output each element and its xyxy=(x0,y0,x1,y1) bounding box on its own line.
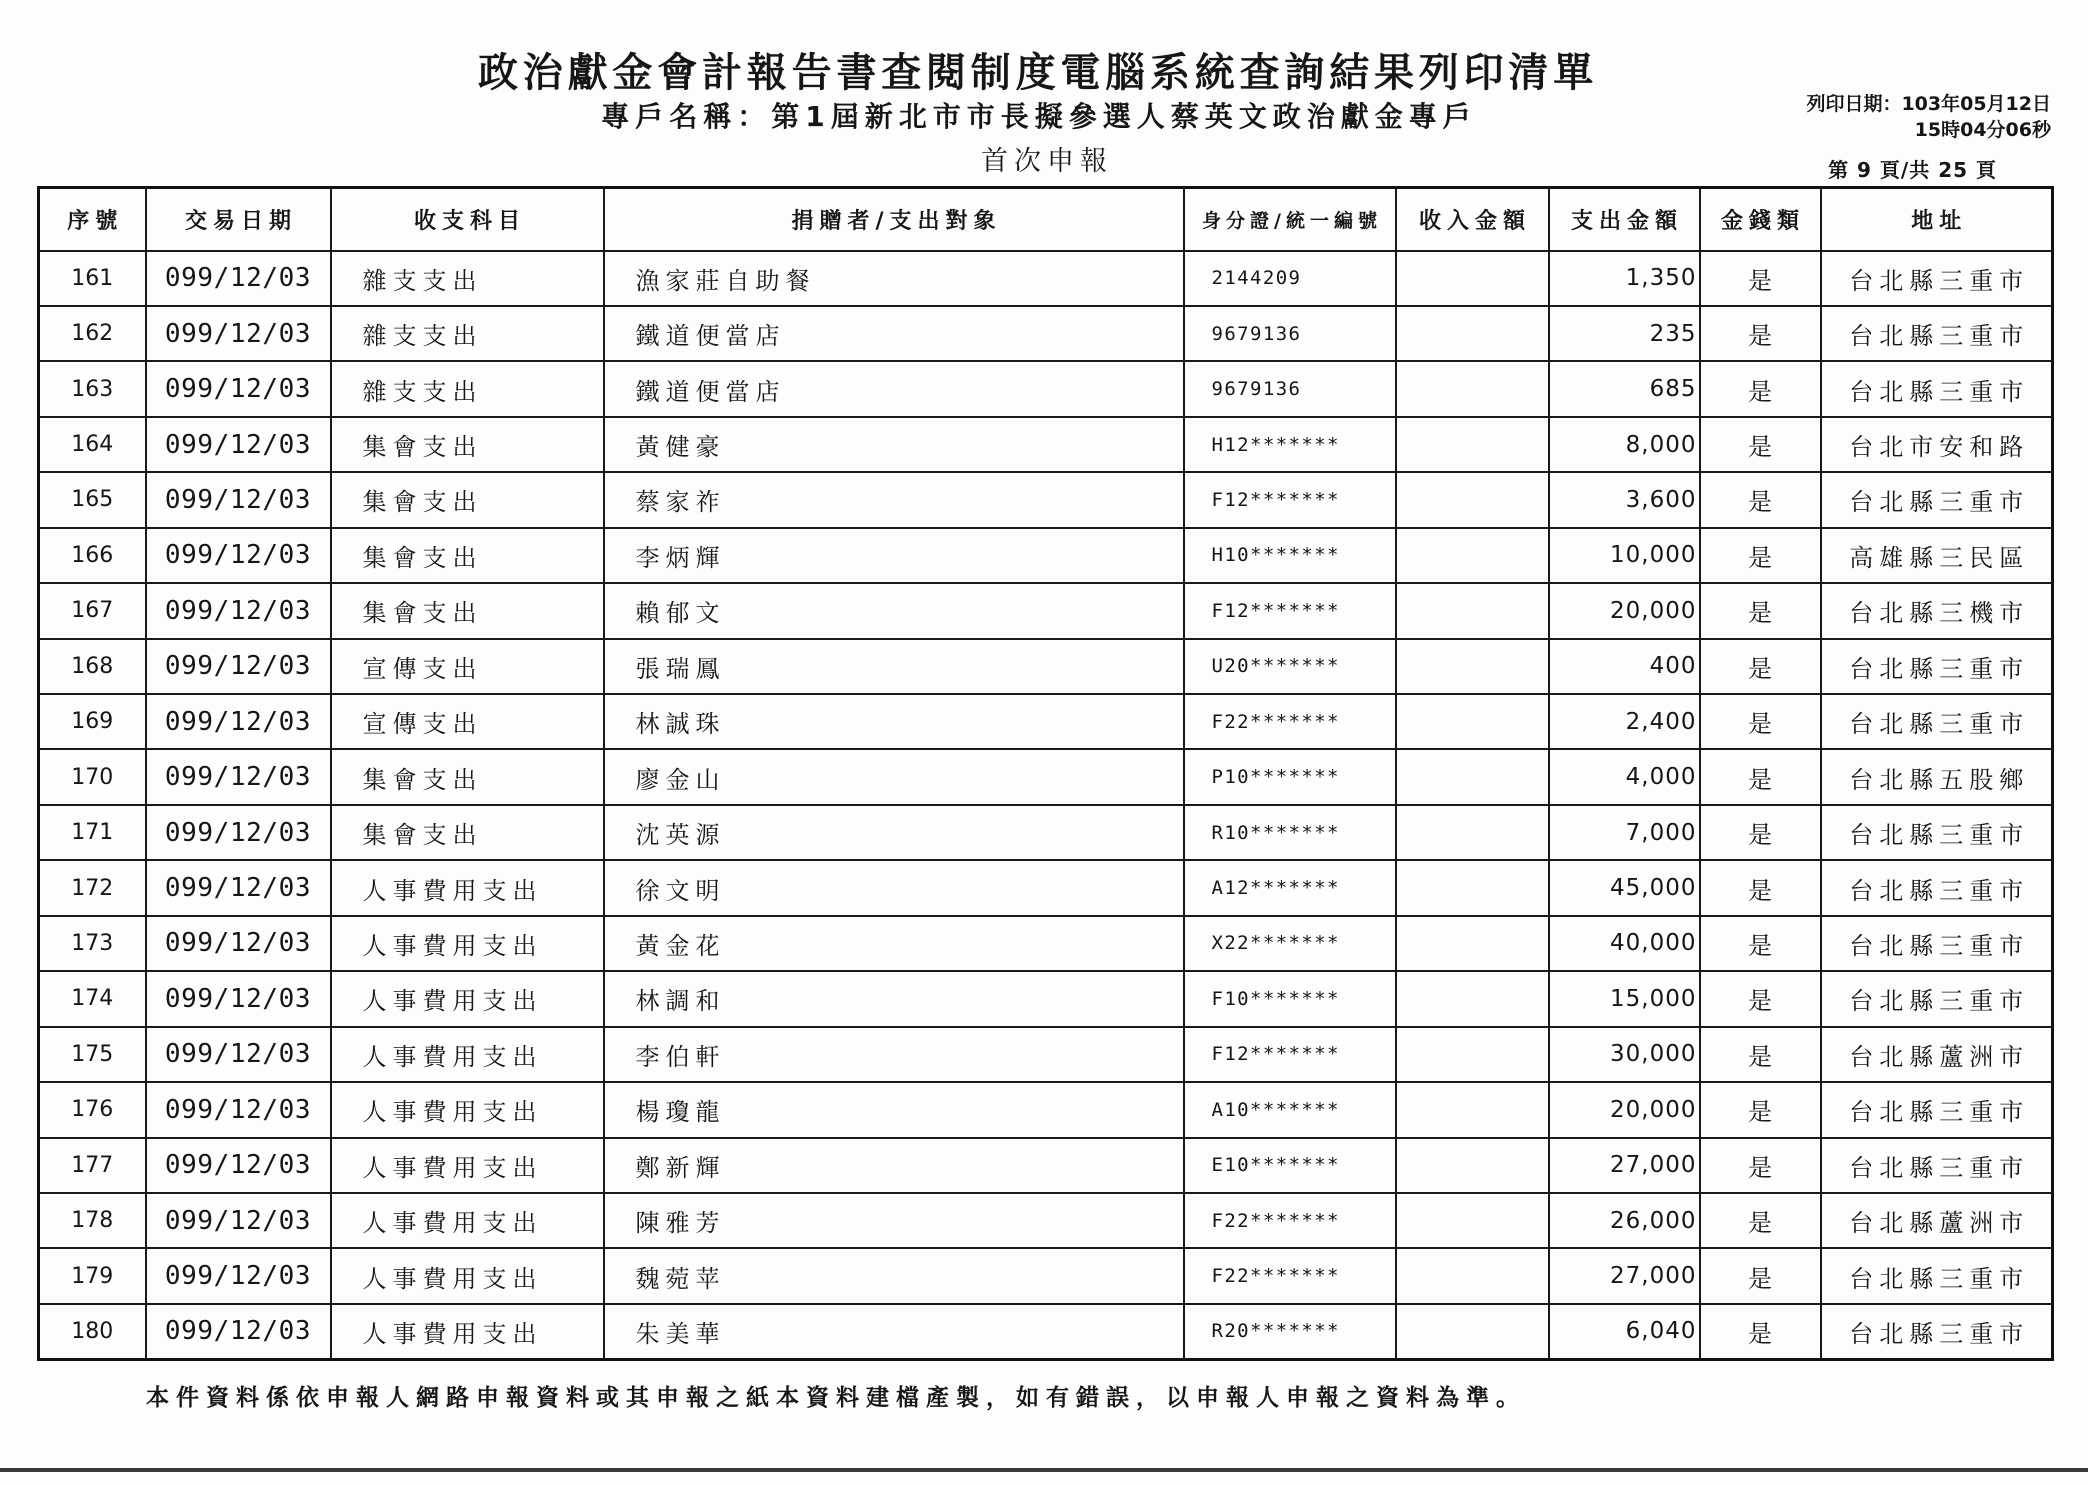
counterparty-cell: 陳雅芳 xyxy=(604,1193,1184,1248)
report-type: 首次申報 xyxy=(981,146,1113,177)
address-cell: 台北縣三重市 xyxy=(1821,472,2053,527)
header-category: 收支科目 xyxy=(331,188,604,251)
expense-amount-cell: 20,000 xyxy=(1549,583,1700,638)
id-number-cell: X22******* xyxy=(1184,916,1396,971)
address-cell: 台北縣三重市 xyxy=(1821,306,2053,361)
table-row xyxy=(39,306,2053,361)
document-title: 政治獻金會計報告書查閱制度電腦系統查詢結果列印清單 xyxy=(478,50,1598,96)
expense-amount-cell: 27,000 xyxy=(1549,1138,1700,1193)
date-cell: 099/12/03 xyxy=(146,694,331,749)
address-cell: 台北縣蘆洲市 xyxy=(1821,1027,2053,1082)
cash-type-cell: 是 xyxy=(1700,1193,1821,1248)
account-name: 專戶名稱：第1屆新北市市長擬參選人蔡英文政治獻金專戶 xyxy=(601,100,1477,133)
expense-amount-cell: 7,000 xyxy=(1549,805,1700,860)
id-number-cell: F22******* xyxy=(1184,694,1396,749)
cash-type-cell: 是 xyxy=(1700,583,1821,638)
date-cell: 099/12/03 xyxy=(146,1304,331,1359)
income-amount-cell xyxy=(1396,306,1549,361)
seq-cell: 178 xyxy=(39,1193,146,1248)
address-cell: 高雄縣三民區 xyxy=(1821,528,2053,583)
expense-amount-cell: 10,000 xyxy=(1549,528,1700,583)
seq-cell: 177 xyxy=(39,1138,146,1193)
id-number-cell: R20******* xyxy=(1184,1304,1396,1359)
expense-amount-cell: 26,000 xyxy=(1549,1193,1700,1248)
date-cell: 099/12/03 xyxy=(146,749,331,804)
cash-type-cell: 是 xyxy=(1700,361,1821,416)
date-cell: 099/12/03 xyxy=(146,417,331,472)
id-number-cell: R10******* xyxy=(1184,805,1396,860)
table-body xyxy=(39,251,2053,1360)
cash-type-cell: 是 xyxy=(1700,749,1821,804)
income-amount-cell xyxy=(1396,1248,1549,1303)
category-cell: 集會支出 xyxy=(331,749,604,804)
date-cell: 099/12/03 xyxy=(146,306,331,361)
cash-type-cell: 是 xyxy=(1700,916,1821,971)
seq-cell: 170 xyxy=(39,749,146,804)
table-row xyxy=(39,971,2053,1026)
header-expense-amount: 支出金額 xyxy=(1549,188,1700,251)
table-row xyxy=(39,916,2053,971)
date-cell: 099/12/03 xyxy=(146,860,331,915)
income-amount-cell xyxy=(1396,916,1549,971)
expense-amount-cell: 8,000 xyxy=(1549,417,1700,472)
table-header xyxy=(39,188,2053,251)
category-cell: 雜支支出 xyxy=(331,251,604,306)
table-row xyxy=(39,1082,2053,1137)
expense-amount-cell: 400 xyxy=(1549,639,1700,694)
date-cell: 099/12/03 xyxy=(146,805,331,860)
address-cell: 台北縣三重市 xyxy=(1821,1138,2053,1193)
expense-amount-cell: 15,000 xyxy=(1549,971,1700,1026)
counterparty-cell: 賴郁文 xyxy=(604,583,1184,638)
address-cell: 台北縣三重市 xyxy=(1821,361,2053,416)
table-row xyxy=(39,251,2053,306)
expense-amount-cell: 27,000 xyxy=(1549,1248,1700,1303)
table-header-row xyxy=(39,188,2053,251)
counterparty-cell: 林誠珠 xyxy=(604,694,1184,749)
counterparty-cell: 張瑞鳳 xyxy=(604,639,1184,694)
id-number-cell: H10******* xyxy=(1184,528,1396,583)
date-cell: 099/12/03 xyxy=(146,1138,331,1193)
table-row xyxy=(39,417,2053,472)
counterparty-cell: 李炳輝 xyxy=(604,528,1184,583)
counterparty-cell: 沈英源 xyxy=(604,805,1184,860)
income-amount-cell xyxy=(1396,472,1549,527)
seq-cell: 176 xyxy=(39,1082,146,1137)
category-cell: 集會支出 xyxy=(331,417,604,472)
table-row xyxy=(39,639,2053,694)
category-cell: 人事費用支出 xyxy=(331,1082,604,1137)
category-cell: 宣傳支出 xyxy=(331,639,604,694)
seq-cell: 168 xyxy=(39,639,146,694)
address-cell: 台北縣三重市 xyxy=(1821,860,2053,915)
category-cell: 雜支支出 xyxy=(331,306,604,361)
header-counterparty: 捐贈者/支出對象 xyxy=(604,188,1184,251)
address-cell: 台北縣三重市 xyxy=(1821,916,2053,971)
table-row xyxy=(39,528,2053,583)
income-amount-cell xyxy=(1396,749,1549,804)
counterparty-cell: 蔡家祚 xyxy=(604,472,1184,527)
address-cell: 台北縣蘆洲市 xyxy=(1821,1193,2053,1248)
expense-amount-cell: 40,000 xyxy=(1549,916,1700,971)
table-row xyxy=(39,1027,2053,1082)
id-number-cell: F12******* xyxy=(1184,472,1396,527)
seq-cell: 173 xyxy=(39,916,146,971)
income-amount-cell xyxy=(1396,583,1549,638)
cash-type-cell: 是 xyxy=(1700,1304,1821,1359)
income-amount-cell xyxy=(1396,1193,1549,1248)
date-cell: 099/12/03 xyxy=(146,1027,331,1082)
income-amount-cell xyxy=(1396,361,1549,416)
income-amount-cell xyxy=(1396,417,1549,472)
counterparty-cell: 徐文明 xyxy=(604,860,1184,915)
expense-amount-cell: 30,000 xyxy=(1549,1027,1700,1082)
id-number-cell: E10******* xyxy=(1184,1138,1396,1193)
seq-cell: 169 xyxy=(39,694,146,749)
id-number-cell: F22******* xyxy=(1184,1248,1396,1303)
counterparty-cell: 朱美華 xyxy=(604,1304,1184,1359)
id-number-cell: A12******* xyxy=(1184,860,1396,915)
header-cash-type: 金錢類 xyxy=(1700,188,1821,251)
cash-type-cell: 是 xyxy=(1700,860,1821,915)
date-cell: 099/12/03 xyxy=(146,583,331,638)
cash-type-cell: 是 xyxy=(1700,472,1821,527)
address-cell: 台北縣三重市 xyxy=(1821,1304,2053,1359)
date-cell: 099/12/03 xyxy=(146,361,331,416)
id-number-cell: F10******* xyxy=(1184,971,1396,1026)
category-cell: 人事費用支出 xyxy=(331,916,604,971)
id-number-cell: 9679136 xyxy=(1184,361,1396,416)
counterparty-cell: 魏菀苹 xyxy=(604,1248,1184,1303)
expense-amount-cell: 235 xyxy=(1549,306,1700,361)
table-row xyxy=(39,749,2053,804)
table-row xyxy=(39,1193,2053,1248)
seq-cell: 165 xyxy=(39,472,146,527)
income-amount-cell xyxy=(1396,971,1549,1026)
header-address: 地址 xyxy=(1821,188,2053,251)
seq-cell: 175 xyxy=(39,1027,146,1082)
category-cell: 集會支出 xyxy=(331,583,604,638)
income-amount-cell xyxy=(1396,805,1549,860)
date-cell: 099/12/03 xyxy=(146,1248,331,1303)
address-cell: 台北縣三重市 xyxy=(1821,971,2053,1026)
category-cell: 人事費用支出 xyxy=(331,971,604,1026)
income-amount-cell xyxy=(1396,694,1549,749)
expense-amount-cell: 45,000 xyxy=(1549,860,1700,915)
table-row xyxy=(39,583,2053,638)
counterparty-cell: 鄭新輝 xyxy=(604,1138,1184,1193)
seq-cell: 164 xyxy=(39,417,146,472)
table-row xyxy=(39,805,2053,860)
counterparty-cell: 黃金花 xyxy=(604,916,1184,971)
seq-cell: 174 xyxy=(39,971,146,1026)
seq-cell: 167 xyxy=(39,583,146,638)
id-number-cell: P10******* xyxy=(1184,749,1396,804)
cash-type-cell: 是 xyxy=(1700,1082,1821,1137)
date-cell: 099/12/03 xyxy=(146,1082,331,1137)
income-amount-cell xyxy=(1396,860,1549,915)
category-cell: 集會支出 xyxy=(331,805,604,860)
income-amount-cell xyxy=(1396,251,1549,306)
id-number-cell: A10******* xyxy=(1184,1082,1396,1137)
footer-disclaimer: 本件資料係依申報人網路申報資料或其申報之紙本資料建檔產製，如有錯誤，以申報人申報之資料為準。 xyxy=(146,1385,1526,1411)
address-cell: 台北縣五股鄉 xyxy=(1821,749,2053,804)
seq-cell: 162 xyxy=(39,306,146,361)
category-cell: 集會支出 xyxy=(331,528,604,583)
category-cell: 宣傳支出 xyxy=(331,694,604,749)
counterparty-cell: 黃健豪 xyxy=(604,417,1184,472)
income-amount-cell xyxy=(1396,1082,1549,1137)
category-cell: 人事費用支出 xyxy=(331,1248,604,1303)
address-cell: 台北縣三重市 xyxy=(1821,694,2053,749)
id-number-cell: F22******* xyxy=(1184,1193,1396,1248)
header-id-number: 身分證/統一編號 xyxy=(1184,188,1396,251)
id-number-cell: 2144209 xyxy=(1184,251,1396,306)
counterparty-cell: 楊瓊龍 xyxy=(604,1082,1184,1137)
counterparty-cell: 廖金山 xyxy=(604,749,1184,804)
category-cell: 集會支出 xyxy=(331,472,604,527)
expense-amount-cell: 20,000 xyxy=(1549,1082,1700,1137)
cash-type-cell: 是 xyxy=(1700,417,1821,472)
cash-type-cell: 是 xyxy=(1700,528,1821,583)
cash-type-cell: 是 xyxy=(1700,1027,1821,1082)
header-seq: 序號 xyxy=(39,188,146,251)
seq-cell: 179 xyxy=(39,1248,146,1303)
category-cell: 人事費用支出 xyxy=(331,1138,604,1193)
expense-amount-cell: 685 xyxy=(1549,361,1700,416)
cash-type-cell: 是 xyxy=(1700,251,1821,306)
table-row xyxy=(39,1304,2053,1359)
seq-cell: 172 xyxy=(39,860,146,915)
header-date: 交易日期 xyxy=(146,188,331,251)
expense-amount-cell: 1,350 xyxy=(1549,251,1700,306)
cash-type-cell: 是 xyxy=(1700,1248,1821,1303)
seq-cell: 163 xyxy=(39,361,146,416)
address-cell: 台北縣三重市 xyxy=(1821,805,2053,860)
address-cell: 台北市安和路 xyxy=(1821,417,2053,472)
page-number: 第 9 頁/共 25 頁 xyxy=(1828,158,1997,182)
address-cell: 台北縣三重市 xyxy=(1821,639,2053,694)
counterparty-cell: 林調和 xyxy=(604,971,1184,1026)
date-cell: 099/12/03 xyxy=(146,528,331,583)
seq-cell: 171 xyxy=(39,805,146,860)
expense-records-table xyxy=(37,186,2054,1361)
id-number-cell: F12******* xyxy=(1184,1027,1396,1082)
counterparty-cell: 漁家莊自助餐 xyxy=(604,251,1184,306)
table-row xyxy=(39,1248,2053,1303)
category-cell: 人事費用支出 xyxy=(331,860,604,915)
id-number-cell: H12******* xyxy=(1184,417,1396,472)
category-cell: 人事費用支出 xyxy=(331,1193,604,1248)
seq-cell: 161 xyxy=(39,251,146,306)
cash-type-cell: 是 xyxy=(1700,971,1821,1026)
seq-cell: 180 xyxy=(39,1304,146,1359)
expense-amount-cell: 2,400 xyxy=(1549,694,1700,749)
address-cell: 台北縣三機市 xyxy=(1821,583,2053,638)
expense-amount-cell: 6,040 xyxy=(1549,1304,1700,1359)
date-cell: 099/12/03 xyxy=(146,639,331,694)
table-row xyxy=(39,361,2053,416)
expense-amount-cell: 3,600 xyxy=(1549,472,1700,527)
counterparty-cell: 鐵道便當店 xyxy=(604,361,1184,416)
income-amount-cell xyxy=(1396,528,1549,583)
counterparty-cell: 李伯軒 xyxy=(604,1027,1184,1082)
date-cell: 099/12/03 xyxy=(146,472,331,527)
address-cell: 台北縣三重市 xyxy=(1821,251,2053,306)
cash-type-cell: 是 xyxy=(1700,306,1821,361)
cash-type-cell: 是 xyxy=(1700,694,1821,749)
cash-type-cell: 是 xyxy=(1700,805,1821,860)
expense-amount-cell: 4,000 xyxy=(1549,749,1700,804)
table-row xyxy=(39,694,2053,749)
date-cell: 099/12/03 xyxy=(146,1193,331,1248)
counterparty-cell: 鐵道便當店 xyxy=(604,306,1184,361)
id-number-cell: 9679136 xyxy=(1184,306,1396,361)
print-date: 列印日期：103年05月12日 xyxy=(1806,93,2051,115)
print-time: 15時04分06秒 xyxy=(1914,119,2051,141)
table-row xyxy=(39,860,2053,915)
income-amount-cell xyxy=(1396,1138,1549,1193)
category-cell: 人事費用支出 xyxy=(331,1027,604,1082)
income-amount-cell xyxy=(1396,1027,1549,1082)
income-amount-cell xyxy=(1396,1304,1549,1359)
date-cell: 099/12/03 xyxy=(146,971,331,1026)
cash-type-cell: 是 xyxy=(1700,639,1821,694)
date-cell: 099/12/03 xyxy=(146,251,331,306)
header-income-amount: 收入金額 xyxy=(1396,188,1549,251)
table-row xyxy=(39,472,2053,527)
category-cell: 人事費用支出 xyxy=(331,1304,604,1359)
address-cell: 台北縣三重市 xyxy=(1821,1082,2053,1137)
id-number-cell: F12******* xyxy=(1184,583,1396,638)
seq-cell: 166 xyxy=(39,528,146,583)
address-cell: 台北縣三重市 xyxy=(1821,1248,2053,1303)
category-cell: 雜支支出 xyxy=(331,361,604,416)
id-number-cell: U20******* xyxy=(1184,639,1396,694)
cash-type-cell: 是 xyxy=(1700,1138,1821,1193)
date-cell: 099/12/03 xyxy=(146,916,331,971)
scan-edge-line xyxy=(0,1468,2088,1472)
table-row xyxy=(39,1138,2053,1193)
income-amount-cell xyxy=(1396,639,1549,694)
